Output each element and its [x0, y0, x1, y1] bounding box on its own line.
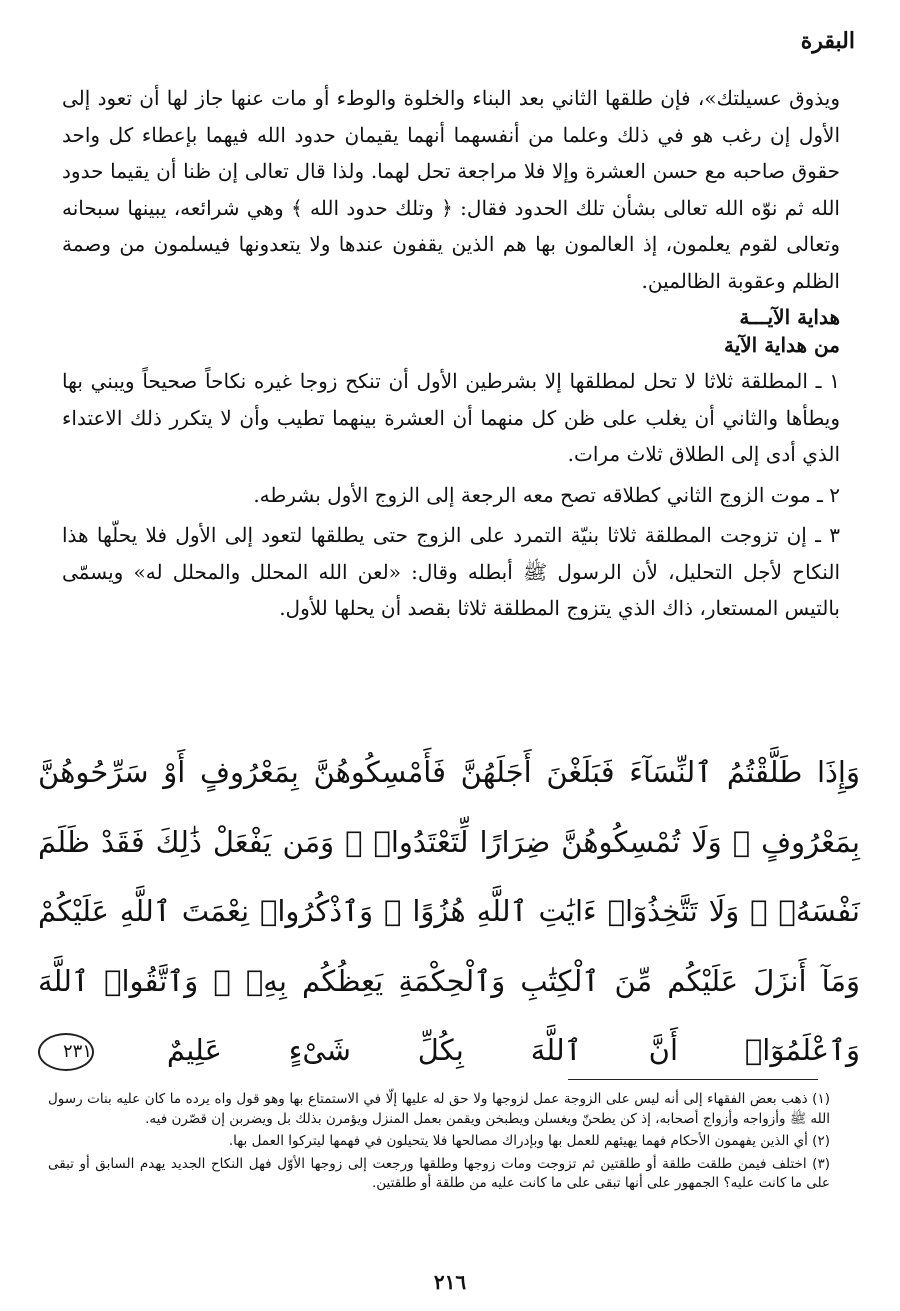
quran-verse-text: وَإِذَا طَلَّقْتُمُ ٱلنِّسَآءَ فَبَلَغْنَ أَجَلَهُنَّ فَأَمْسِكُوهُنَّ بِمَعْرُوفٍ أَوْ سَرِّحُوهُنَّ بِمَعْرُوفٍ ۚ وَلَا تُمْسِكُوهُنَّ ضِرَارًا لِّتَعْتَدُوا۟ ۚ وَمَن يَفْعَلْ ذَٰلِكَ فَقَدْ ظَلَمَ نَفْسَهُۥ ۚ وَلَا تَتَّخِذُوٓا۟ ءَايَٰتِ ٱللَّهِ هُزُوًا ۚ وَٱذْكُرُوا۟ نِعْمَتَ ٱللَّهِ عَلَيْكُمْ وَمَآ أَنزَلَ عَلَيْكُم مِّنَ ٱلْكِتَٰبِ وَٱلْحِكْمَةِ يَعِظُكُم بِهِۦ ۚ وَٱتَّقُوا۟ ٱللَّهَ وَٱعْلَمُوٓا۟ أَنَّ ٱللَّهَ بِكُلِّ شَىْءٍ عَلِيمٌ: [38, 755, 861, 1067]
guidance-title: هداية الآيـــة: [739, 305, 840, 329]
guidance-item-2: ٢ ـ موت الزوج الثاني كطلاقه تصح معه الرجعة إلى الزوج الأول بشرطه.: [253, 482, 840, 507]
commentary-paragraph: ويذوق عسيلتك»، فإن طلقها الثاني بعد البناء والخلوة والوطء أو مات عنها جاز لها أن تعود إلى الأول إن رغب هو في ذلك وعلما من أنفسهما أنهما يقيمان حدود الله فيهما بإعطاء كل واحد حقوق صاحبه مع حسن العشرة وإلا فلا مراجعة تحل لهما. ولذا قال تعالى إن ظنا أن يقيما حدود الله ثم نوّه الله تعالى بشأن تلك الحدود فقال: ﴿ وتلك حدود الله ﴾ وهي شرائعه، يبينها سبحانه وتعالى لقوم يعلمون، إذ العالمون بها هم الذين يقفون عندها ولا يتعدونها فيسلمون من وصمة الظلم وعقوبة الظالمين.: [62, 86, 840, 293]
commentary-section: [62, 80, 840, 627]
footnote-1: (١) ذهب بعض الفقهاء إلى أنه ليس على الزوجة عمل لزوجها ولا حق له عليها إلّا في الاستمتاع بها وهو قول واه يرده ما كان عليه بنات رسول الله ﷺ وأزواجه وأزواج أصحابه، إذ كن يطحنّ ويغسلن ويطبخن ويقمن بعمل المنزل ويؤمرن بذلك بل ويضربن إن قصّرن فيه.: [48, 1091, 830, 1127]
footnote-divider: [568, 1079, 818, 1080]
surah-header: البقرة: [800, 28, 855, 54]
guidance-item-3: ٣ ـ إن تزوجت المطلقة ثلاثا بنيّة التمرد على الزوج حتى يطلقها لتعود إلى الأول فلا يحلّها هذا النكاح لأجل التحليل، لأن الرسول ﷺ أبطله وقال: «لعن الله المحلل والمحلل له» ويسمّى بالتيس المستعار، ذاك الذي يتزوج المطلقة ثلاثا بقصد أن يحلها للأول.: [62, 523, 840, 620]
guidance-item-1: ١ ـ المطلقة ثلاثا لا تحل لمطلقها إلا بشرطين الأول أن تنكح زوجا غيره نكاحاً صحيحاً ويبني بها ويطأها والثاني أن يغلب على ظن كل منهما أن العشرة بينهما تطيب وأن لا يتكرر ذلك الاعتداء الذي أدى إلى الطلاق ثلاث مرات.: [62, 369, 840, 466]
footnotes-section: [48, 1090, 830, 1197]
guidance-subtitle: من هداية الآية: [723, 333, 840, 357]
footnote-3: (٣) اختلف فيمن طلقت طلقة أو طلقتين ثم تزوجت ومات زوجها وطلقها ورجعت إلى زوجها الأوّل فهل النكاح الجديد يهدم السابق أو تبقى على ما كانت عليه؟ الجمهور على أنها تبقى على ما كانت عليه من طلقة أو طلقتين.: [48, 1155, 830, 1191]
ayah-number-mark: ٢٣١: [38, 1033, 94, 1071]
quran-verse-block: [38, 738, 860, 1086]
footnote-2: (٢) أي الذين يفهمون الأحكام فهما يهيئهم للعمل بها وبإدراك مصالحها فلا يتحيلون في فهمها ليتركوا العمل بها.: [228, 1133, 830, 1149]
page-number: ٢١٦: [433, 1270, 467, 1294]
